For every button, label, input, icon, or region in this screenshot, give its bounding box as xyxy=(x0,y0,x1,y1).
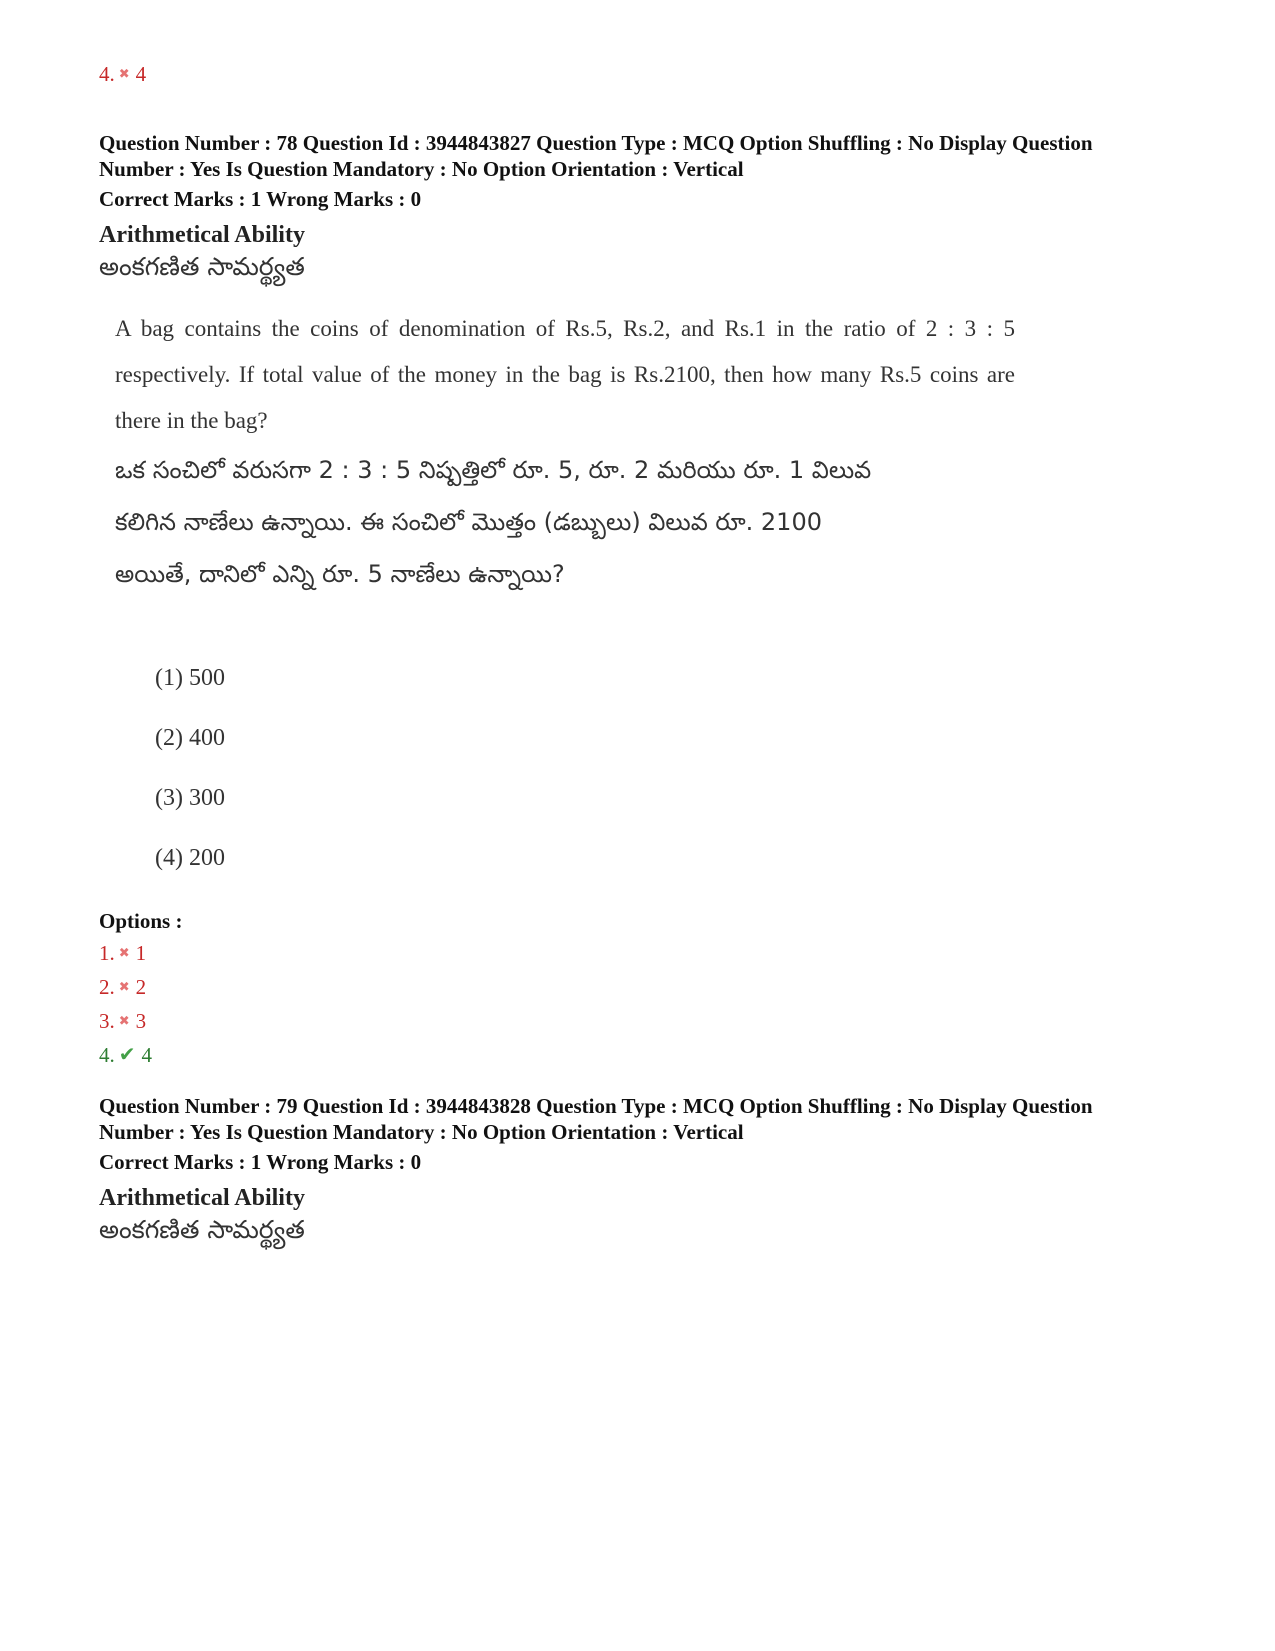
question-meta-line: Question Number : 78 Question Id : 3944843827 Question Type : MCQ Option Shuffling : No Display Question xyxy=(99,131,1093,155)
option-number: 1. xyxy=(99,941,115,965)
question-meta-line: Question Number : 79 Question Id : 3944843828 Question Type : MCQ Option Shuffling : No Display Question xyxy=(99,1094,1093,1118)
question-text-te-line: కలిగిన నాణేలు ఉన్నాయి. ఈ సంచిలో మొత్తం (డబ్బులు) విలువ రూ. 2100 xyxy=(115,508,822,536)
cross-icon: ✖ xyxy=(118,945,130,960)
option-row xyxy=(99,936,1209,970)
subject-title-en: Arithmetical Ability xyxy=(99,222,305,248)
option-number: 3. xyxy=(99,1009,115,1033)
option-row xyxy=(99,970,1209,1004)
choice-item: (4) 200 xyxy=(155,845,225,871)
question-marks: Correct Marks : 1 Wrong Marks : 0 xyxy=(99,1150,422,1174)
option-number: 2. xyxy=(99,975,115,999)
question-meta-line: Number : Yes Is Question Mandatory : No Option Orientation : Vertical xyxy=(99,1120,744,1144)
option-value: 1 xyxy=(135,941,147,965)
question-body xyxy=(115,306,1015,600)
option-value: 2 xyxy=(135,975,147,999)
option-value: 4 xyxy=(135,62,147,86)
option-value: 4 xyxy=(141,1043,153,1067)
question-79 xyxy=(99,1093,1209,1247)
option-row xyxy=(99,57,146,91)
option-number: 4. xyxy=(99,62,115,86)
question-marks: Correct Marks : 1 Wrong Marks : 0 xyxy=(99,187,422,211)
question-text-te-line: అయితే, దానిలో ఎన్ని రూ. 5 నాణేలు ఉన్నాయి? xyxy=(115,560,565,588)
choice-list xyxy=(99,648,1209,888)
subject-title-en: Arithmetical Ability xyxy=(99,1185,305,1211)
question-text-en: A bag contains the coins of denomination of Rs.5, Rs.2, and Rs.1 in the ratio of 2 : 3 : 5 respectively. If total value of the money in the bag is Rs.2100, then how many Rs.5 coins are there in the bag? xyxy=(115,316,1015,433)
cross-icon: ✖ xyxy=(118,66,130,81)
option-number: 4. xyxy=(99,1043,115,1067)
choice-item: (3) 300 xyxy=(155,785,225,811)
question-meta-line: Number : Yes Is Question Mandatory : No Option Orientation : Vertical xyxy=(99,157,744,181)
question-78 xyxy=(99,130,1209,1072)
option-value: 3 xyxy=(135,1009,147,1033)
choice-item: (2) 400 xyxy=(155,725,225,751)
cross-icon: ✖ xyxy=(118,979,130,994)
subject-title-te: అంకగణిత సామర్థ్యత xyxy=(99,1215,305,1244)
question-text-te-line: ఒక సంచిలో వరుసగా 2 : 3 : 5 నిష్పత్తిలో రూ. 5, రూ. 2 మరియు రూ. 1 విలువ xyxy=(115,456,872,484)
options-list xyxy=(99,936,1209,1072)
subject-title-te: అంకగణిత సామర్థ్యత xyxy=(99,252,305,281)
option-row xyxy=(99,1004,1209,1038)
check-icon: ✔ xyxy=(118,1044,136,1066)
option-row xyxy=(99,1038,1209,1072)
cross-icon: ✖ xyxy=(118,1013,130,1028)
options-label: Options : xyxy=(99,909,183,933)
choice-item: (1) 500 xyxy=(155,665,225,691)
